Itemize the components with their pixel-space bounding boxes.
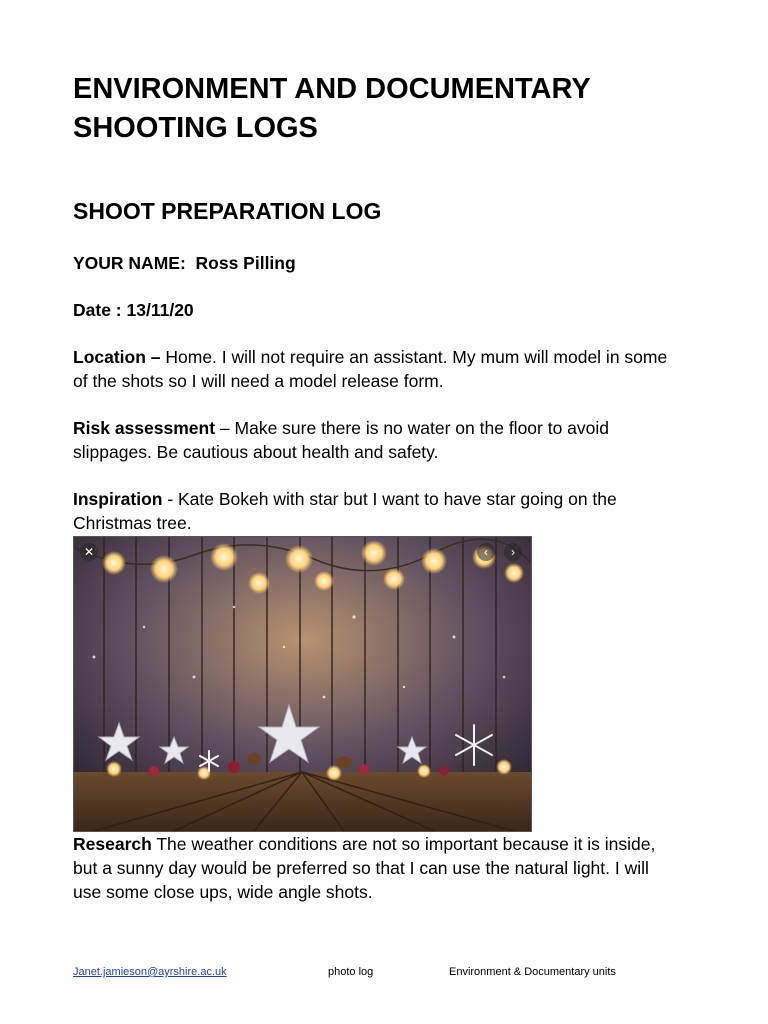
chevron-left-icon[interactable]: ‹ xyxy=(477,543,495,561)
date-label: Date : xyxy=(73,300,122,320)
name-value: Ross Pilling xyxy=(195,253,296,273)
location-text: Home. I will not require an assistant. My mum will model in some of the shots so I will need a model release form. xyxy=(73,347,668,391)
inspiration-paragraph xyxy=(73,487,673,535)
location-label: Location – xyxy=(73,347,161,367)
christmas-stars-image xyxy=(74,537,531,831)
research-text: The weather conditions are not so important because it is inside, but a sunny day would be preferred so that I can use the natural light. I will use some close ups, wide angle shots. xyxy=(73,834,656,902)
footer-right-text: Environment & Documentary units xyxy=(449,966,616,978)
risk-text: – Make sure there is no water on the floor to avoid slippages. Be cautious about health and safety. xyxy=(73,418,610,462)
name-field xyxy=(73,251,673,275)
section-title: SHOOT PREPARATION LOG xyxy=(73,198,382,224)
footer-email-link[interactable]: Janet.jamieson@ayrshire.ac.uk xyxy=(73,966,227,978)
inspiration-photo xyxy=(73,536,532,832)
research-label: Research xyxy=(73,834,152,854)
chevron-right-icon[interactable]: › xyxy=(504,543,522,561)
footer-middle-text: photo log xyxy=(328,966,374,978)
research-paragraph xyxy=(73,832,673,904)
page-title: ENVIRONMENT AND DOCUMENTARY SHOOTING LOGS xyxy=(73,73,591,144)
date-value: 13/11/20 xyxy=(126,300,194,320)
inspiration-text: - Kate Bokeh with star but I want to have star going on the Christmas tree. xyxy=(73,489,617,533)
date-field xyxy=(73,298,673,322)
name-label: YOUR NAME: xyxy=(73,253,186,273)
location-paragraph xyxy=(73,345,673,393)
inspiration-label: Inspiration xyxy=(73,489,163,509)
close-icon[interactable]: ✕ xyxy=(80,543,98,561)
risk-label: Risk assessment xyxy=(73,418,216,438)
page-footer xyxy=(0,966,768,986)
risk-paragraph xyxy=(73,416,673,464)
